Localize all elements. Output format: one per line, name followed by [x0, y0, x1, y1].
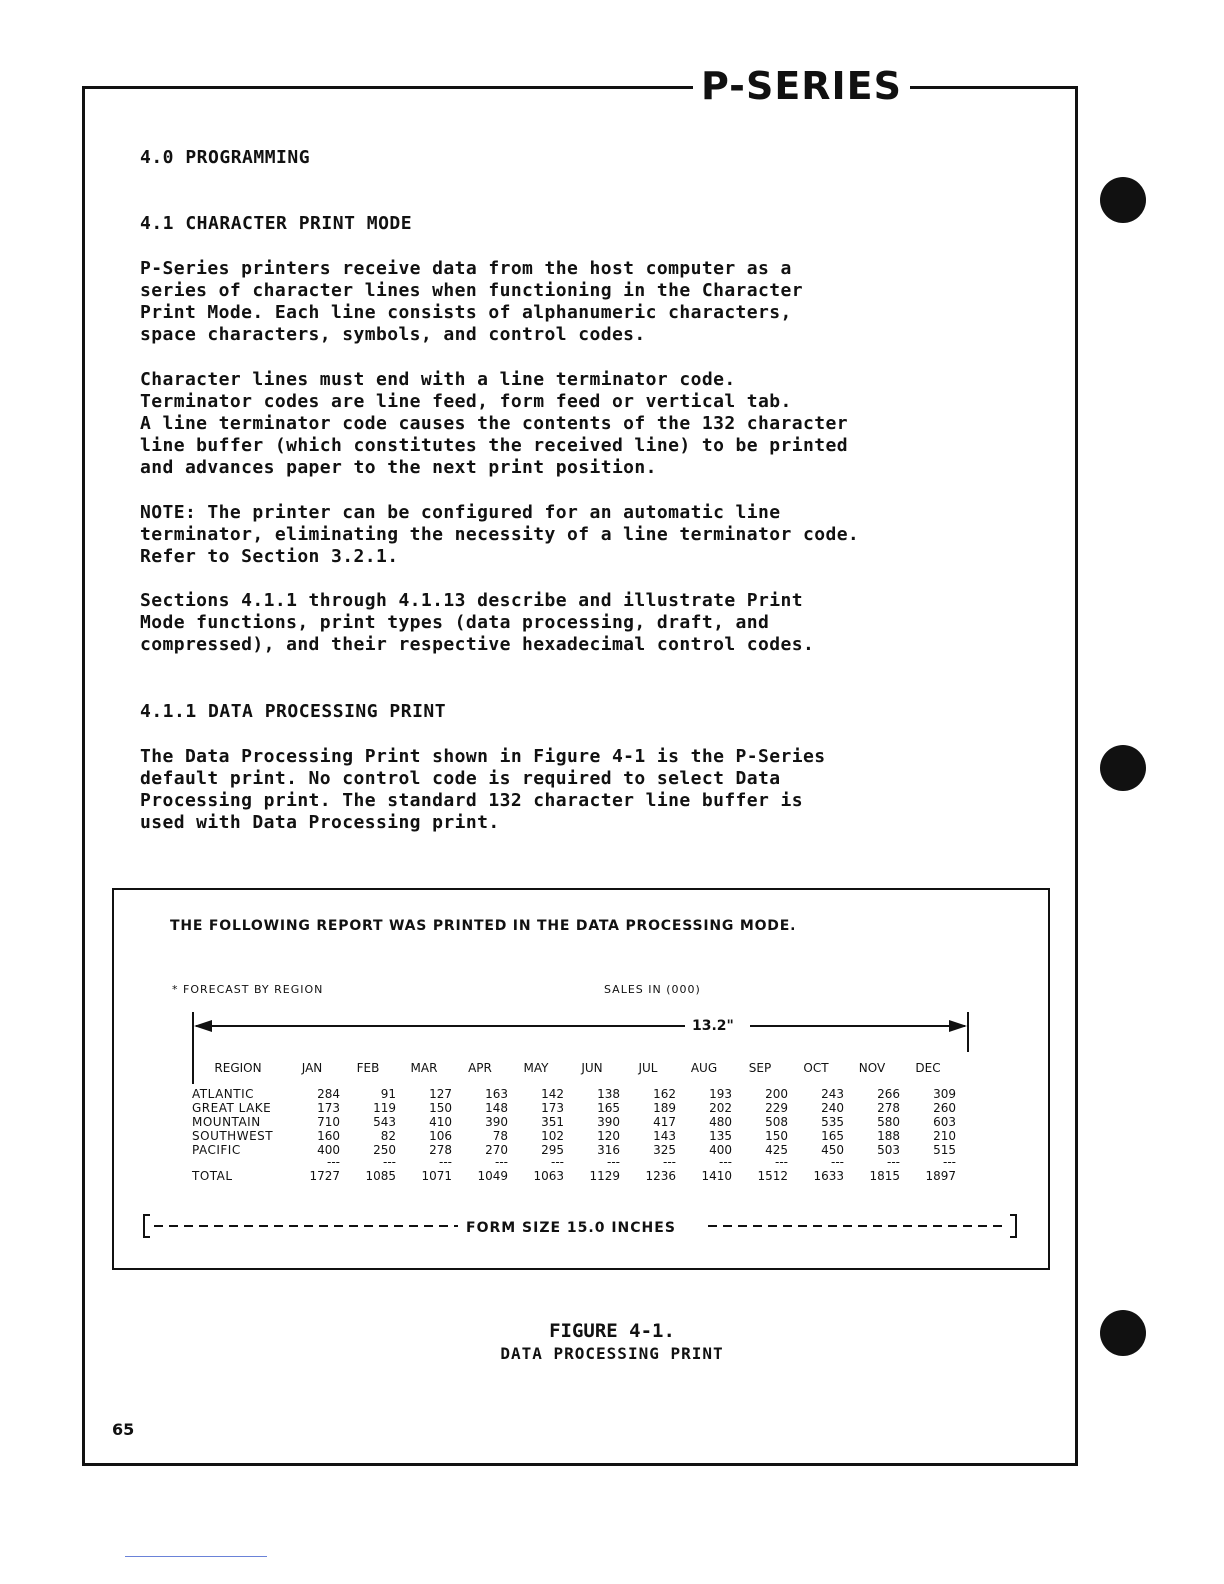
value-cell: 78 — [492, 1129, 508, 1143]
paragraph-data-processing: The Data Processing Print shown in Figure 4-1 is the P-Series default print. No control code is required to select Data Processing print. The standard 132 character line buffer is used with Data Processing print. — [140, 746, 826, 833]
paragraph-terminator: Character lines must end with a line terminator code. Terminator codes are line feed, form feed or vertical tab. A line terminator code causes the contents of the 132 character line buffer (which constitutes the received line) to be printed and advances paper to the next print position. — [140, 369, 848, 478]
separator-cell: --- — [439, 1155, 452, 1169]
total-cell: 1410 — [701, 1169, 732, 1183]
value-cell: 266 — [877, 1087, 900, 1101]
separator-cell: --- — [551, 1155, 564, 1169]
separator-row — [192, 1157, 956, 1167]
value-cell: 138 — [597, 1087, 620, 1101]
value-cell: 202 — [709, 1101, 732, 1115]
value-cell: 390 — [597, 1115, 620, 1129]
value-cell: 102 — [541, 1129, 564, 1143]
value-cell: 229 — [765, 1101, 788, 1115]
table-row — [192, 1087, 956, 1101]
value-cell: 278 — [877, 1101, 900, 1115]
value-cell: 480 — [709, 1115, 732, 1129]
value-cell: 189 — [653, 1101, 676, 1115]
figure-caption-title: FIGURE 4-1. — [549, 1320, 675, 1342]
table-row — [192, 1129, 956, 1143]
value-cell: 309 — [933, 1087, 956, 1101]
punch-hole-middle — [1100, 745, 1146, 791]
separator-cell: --- — [495, 1155, 508, 1169]
separator-cell: --- — [775, 1155, 788, 1169]
total-cell: 1897 — [925, 1169, 956, 1183]
region-cell: MOUNTAIN — [192, 1115, 261, 1129]
total-cell: 1236 — [645, 1169, 676, 1183]
region-cell: ATLANTIC — [192, 1087, 255, 1101]
value-cell: 200 — [765, 1087, 788, 1101]
section-4-0-heading: 4.0 PROGRAMMING — [140, 147, 311, 168]
section-4-1-1-heading: 4.1.1 DATA PROCESSING PRINT — [140, 701, 447, 722]
width-dimension-label: 13.2" — [692, 1018, 734, 1034]
column-header: FEB — [356, 1061, 380, 1075]
value-cell: 173 — [541, 1101, 564, 1115]
paragraph-sections: Sections 4.1.1 through 4.1.13 describe and illustrate Print Mode functions, print types (data processing, draft, and compressed), and their respective hexadecimal control codes. — [140, 590, 815, 655]
value-cell: 160 — [317, 1129, 340, 1143]
total-label: TOTAL — [192, 1169, 233, 1183]
region-cell: SOUTHWEST — [192, 1129, 274, 1143]
value-cell: 250 — [373, 1143, 396, 1157]
value-cell: 193 — [709, 1087, 732, 1101]
value-cell: 400 — [709, 1143, 732, 1157]
table-row — [192, 1101, 956, 1115]
value-cell: 91 — [380, 1087, 396, 1101]
value-cell: 390 — [485, 1115, 508, 1129]
value-cell: 450 — [821, 1143, 844, 1157]
value-cell: 165 — [821, 1129, 844, 1143]
value-cell: 119 — [373, 1101, 396, 1115]
value-cell: 284 — [317, 1087, 340, 1101]
figure-intro: THE FOLLOWING REPORT WAS PRINTED IN THE DATA PROCESSING MODE. — [170, 918, 797, 934]
value-cell: 325 — [653, 1143, 676, 1157]
separator-cell: --- — [719, 1155, 732, 1169]
total-cell: 1071 — [421, 1169, 452, 1183]
total-cell: 1063 — [533, 1169, 564, 1183]
value-cell: 278 — [429, 1143, 452, 1157]
separator-cell: --- — [383, 1155, 396, 1169]
value-cell: 120 — [597, 1129, 620, 1143]
value-cell: 165 — [597, 1101, 620, 1115]
separator-cell: --- — [831, 1155, 844, 1169]
figure-caption-subtitle: DATA PROCESSING PRINT — [500, 1344, 724, 1363]
brand-title: P-SERIES — [693, 62, 910, 110]
value-cell: 417 — [653, 1115, 676, 1129]
value-cell: 400 — [317, 1143, 340, 1157]
column-header: AUG — [690, 1061, 718, 1075]
value-cell: 351 — [541, 1115, 564, 1129]
total-cell: 1633 — [813, 1169, 844, 1183]
separator-cell: --- — [887, 1155, 900, 1169]
column-header: MAR — [410, 1061, 438, 1075]
separator-cell: --- — [327, 1155, 340, 1169]
value-cell: 188 — [877, 1129, 900, 1143]
value-cell: 410 — [429, 1115, 452, 1129]
form-size-label: FORM SIZE 15.0 INCHES — [466, 1220, 676, 1236]
value-cell: 316 — [597, 1143, 620, 1157]
region-cell: GREAT LAKE — [192, 1101, 272, 1115]
column-header: OCT — [803, 1061, 829, 1075]
value-cell: 173 — [317, 1101, 340, 1115]
value-cell: 243 — [821, 1087, 844, 1101]
separator-cell: --- — [943, 1155, 956, 1169]
value-cell: 515 — [933, 1143, 956, 1157]
value-cell: 295 — [541, 1143, 564, 1157]
value-cell: 580 — [877, 1115, 900, 1129]
value-cell: 150 — [765, 1129, 788, 1143]
column-header: DEC — [915, 1061, 941, 1075]
value-cell: 710 — [317, 1115, 340, 1129]
value-cell: 240 — [821, 1101, 844, 1115]
value-cell: 127 — [429, 1087, 452, 1101]
column-header: SEP — [748, 1061, 772, 1075]
region-cell: PACIFIC — [192, 1143, 241, 1157]
column-header: NOV — [858, 1061, 886, 1075]
total-cell: 1727 — [309, 1169, 340, 1183]
value-cell: 106 — [429, 1129, 452, 1143]
scan-mark — [125, 1556, 267, 1557]
value-cell: 162 — [653, 1087, 676, 1101]
value-cell: 210 — [933, 1129, 956, 1143]
value-cell: 543 — [373, 1115, 396, 1129]
table-header-row — [192, 1057, 956, 1079]
forecast-label: * FORECAST BY REGION — [172, 983, 324, 996]
total-cell: 1129 — [589, 1169, 620, 1183]
total-cell: 1512 — [757, 1169, 788, 1183]
value-cell: 425 — [765, 1143, 788, 1157]
total-cell: 1085 — [365, 1169, 396, 1183]
value-cell: 82 — [380, 1129, 396, 1143]
sales-label: SALES IN (000) — [604, 983, 701, 996]
value-cell: 270 — [485, 1143, 508, 1157]
table-row — [192, 1115, 956, 1129]
value-cell: 603 — [933, 1115, 956, 1129]
value-cell: 142 — [541, 1087, 564, 1101]
paragraph-character-mode: P-Series printers receive data from the host computer as a series of character lines when functioning in the Character Print Mode. Each line consists of alphanumeric characters, space characters, symbols, and control codes. — [140, 258, 803, 345]
column-header: JUN — [581, 1061, 603, 1075]
total-row — [192, 1167, 956, 1183]
value-cell: 508 — [765, 1115, 788, 1129]
value-cell: 148 — [485, 1101, 508, 1115]
value-cell: 535 — [821, 1115, 844, 1129]
value-cell: 143 — [653, 1129, 676, 1143]
value-cell: 260 — [933, 1101, 956, 1115]
column-header: APR — [468, 1061, 492, 1075]
separator-cell: --- — [607, 1155, 620, 1169]
sales-report-table — [192, 1057, 956, 1183]
column-header: MAY — [523, 1061, 549, 1075]
column-header: REGION — [214, 1061, 262, 1075]
total-cell: 1815 — [869, 1169, 900, 1183]
total-cell: 1049 — [477, 1169, 508, 1183]
value-cell: 503 — [877, 1143, 900, 1157]
paragraph-note: NOTE: The printer can be configured for an automatic line terminator, eliminating the necessity of a line terminator code. Refer to Section 3.2.1. — [140, 502, 860, 567]
value-cell: 150 — [429, 1101, 452, 1115]
value-cell: 135 — [709, 1129, 732, 1143]
section-4-1-heading: 4.1 CHARACTER PRINT MODE — [140, 213, 413, 234]
column-header: JUL — [638, 1061, 658, 1075]
value-cell: 163 — [485, 1087, 508, 1101]
column-header: JAN — [301, 1061, 323, 1075]
separator-cell: --- — [663, 1155, 676, 1169]
punch-hole-top — [1100, 177, 1146, 223]
page-number: 65 — [112, 1420, 135, 1439]
